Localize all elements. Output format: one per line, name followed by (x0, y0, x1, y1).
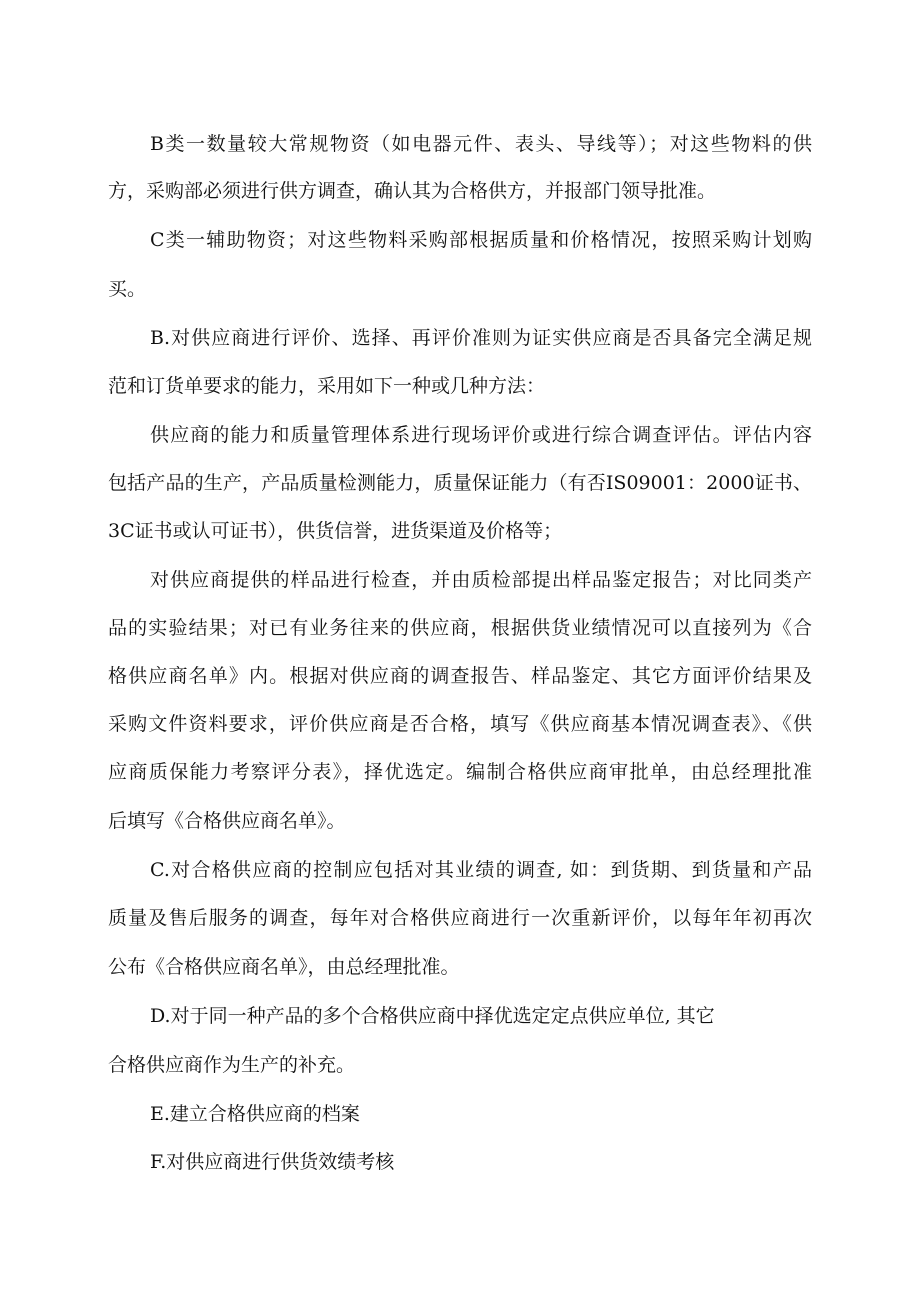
text-line: 方，采购部必须进行供方调查，确认其为合格供方，并报部门领导批准。 (108, 180, 717, 202)
text-line: 应商质保能力考察评分表》，择优选定。编制合格供应商审批单，由总经理批准 (108, 761, 812, 783)
text-line: 3C证书或认可证书），供货信誉，进货渠道及价格等； (108, 520, 563, 542)
text-line: B类一数量较大常规物资（如电器元件、表头、导线等）；对这些物料的供 (150, 133, 812, 155)
text-line: 后填写《合格供应商名单》。 (108, 810, 346, 832)
text-line: F.对供应商进行供货效绩考核 (150, 1151, 395, 1173)
text-line: 品的实验结果；对已有业务往来的供应商，根据供货业绩情况可以直接列为《合 (108, 617, 812, 639)
text-line: E.建立合格供应商的档案 (150, 1103, 360, 1125)
text-line: D.对于同一种产品的多个合格供应商中择优选定定点供应单位, 其它 (150, 1005, 715, 1027)
text-line: 采购文件资料要求，评价供应商是否合格，填写《供应商基本情况调查表》、《供 (108, 713, 812, 735)
text-line: 供应商的能力和质量管理体系进行现场评价或进行综合调查评估。评估内容 (150, 424, 812, 446)
text-line: B.对供应商进行评价、选择、再评价准则为证实供应商是否具备完全满足规 (150, 327, 812, 349)
text-line: 范和订货单要求的能力，采用如下一种或几种方法： (108, 375, 546, 397)
text-line: 合格供应商作为生产的补充。 (108, 1054, 356, 1076)
text-line: C类一辅助物资；对这些物料采购部根据质量和价格情况，按照采购计划购 (150, 229, 812, 251)
text-line: 包括产品的生产，产品质量检测能力，质量保证能力（有否IS09001：2000证书、 (108, 472, 812, 494)
text-line: 对供应商提供的样品进行检查，并由质检部提出样品鉴定报告；对比同类产 (150, 569, 812, 591)
text-line: 质量及售后服务的调查，每年对合格供应商进行一次重新评价，以每年年初再次 (108, 907, 812, 929)
text-line: C.对合格供应商的控制应包括对其业绩的调查, 如：到货期、到货量和产品 (150, 859, 812, 881)
text-line: 公布《合格供应商名单》，由总经理批准。 (108, 956, 460, 978)
text-line: 买。 (108, 278, 147, 300)
text-line: 格供应商名单》内。根据对供应商的调查报告、样品鉴定、其它方面评价结果及 (108, 665, 812, 687)
